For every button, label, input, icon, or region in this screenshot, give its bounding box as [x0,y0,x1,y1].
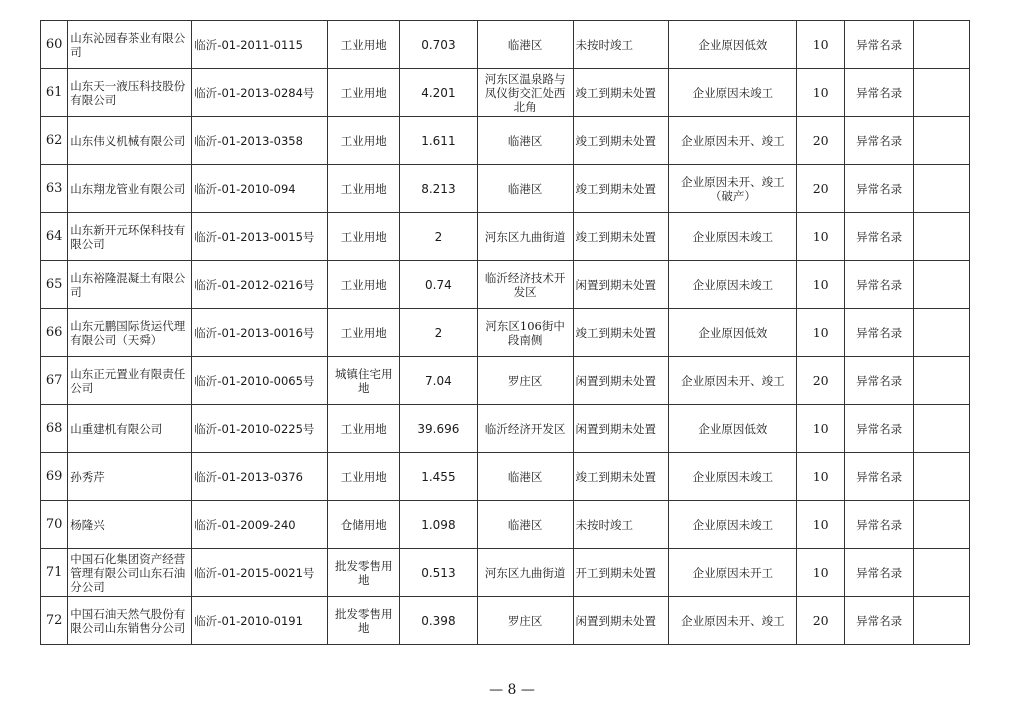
location-cell: 河东区九曲街道 [477,213,573,261]
table-row [41,261,970,309]
company-name-cell: 山东翔龙管业有限公司 [68,165,192,213]
status-cell: 闲置到期未处置 [573,261,669,309]
list-type-cell: 异常名录 [844,213,914,261]
land-code-cell: 临沂-01-2013-0015号 [192,213,328,261]
reason-cell: 企业原因未竣工 [669,69,797,117]
remark-cell [914,21,970,69]
row-number-cell: 71 [41,549,68,597]
row-number-cell: 68 [41,405,68,453]
table-row [41,69,970,117]
location-cell: 临沂经济开发区 [477,405,573,453]
reason-cell: 企业原因未开工 [669,549,797,597]
area-cell: 39.696 [400,405,478,453]
company-name-cell: 山东正元置业有限责任公司 [68,357,192,405]
reason-cell: 企业原因未开、竣工 [669,117,797,165]
list-type-cell: 异常名录 [844,165,914,213]
row-number-cell: 72 [41,597,68,645]
land-use-cell: 城镇住宅用地 [328,357,400,405]
list-type-cell: 异常名录 [844,597,914,645]
location-cell: 罗庄区 [477,357,573,405]
status-cell: 竣工到期未处置 [573,117,669,165]
land-use-cell: 工业用地 [328,117,400,165]
score-cell: 10 [797,261,844,309]
company-name-cell: 孙秀芹 [68,453,192,501]
score-cell: 10 [797,21,844,69]
land-code-cell: 临沂-01-2013-0284号 [192,69,328,117]
list-type-cell: 异常名录 [844,405,914,453]
status-cell: 未按时竣工 [573,501,669,549]
reason-cell: 企业原因未竣工 [669,501,797,549]
table-row [41,453,970,501]
status-cell: 竣工到期未处置 [573,453,669,501]
land-use-cell: 工业用地 [328,453,400,501]
company-name-cell: 山重建机有限公司 [68,405,192,453]
remark-cell [914,405,970,453]
land-use-cell: 工业用地 [328,165,400,213]
land-code-cell: 临沂-01-2010-0065号 [192,357,328,405]
row-number-cell: 63 [41,165,68,213]
list-type-cell: 异常名录 [844,21,914,69]
table-row [41,165,970,213]
score-cell: 10 [797,501,844,549]
remark-cell [914,117,970,165]
score-cell: 20 [797,117,844,165]
area-cell: 7.04 [400,357,478,405]
company-name-cell: 山东新开元环保科技有限公司 [68,213,192,261]
company-name-cell: 中国石化集团资产经营管理有限公司山东石油分公司 [68,549,192,597]
score-cell: 10 [797,405,844,453]
score-cell: 10 [797,549,844,597]
remark-cell [914,69,970,117]
company-name-cell: 山东天一液压科技股份有限公司 [68,69,192,117]
land-code-cell: 临沂-01-2010-0225号 [192,405,328,453]
reason-cell: 企业原因低效 [669,405,797,453]
area-cell: 2 [400,309,478,357]
table-row [41,213,970,261]
score-cell: 20 [797,357,844,405]
land-code-cell: 临沂-01-2010-094 [192,165,328,213]
location-cell: 罗庄区 [477,597,573,645]
land-code-cell: 临沂-01-2015-0021号 [192,549,328,597]
land-code-cell: 临沂-01-2011-0115 [192,21,328,69]
land-use-cell: 工业用地 [328,309,400,357]
remark-cell [914,165,970,213]
remark-cell [914,501,970,549]
score-cell: 20 [797,597,844,645]
list-type-cell: 异常名录 [844,357,914,405]
location-cell: 临港区 [477,453,573,501]
location-cell: 临港区 [477,501,573,549]
page-number: — 8 — [489,682,535,698]
remark-cell [914,261,970,309]
company-name-cell: 山东裕隆混凝土有限公司 [68,261,192,309]
table-row [41,21,970,69]
score-cell: 10 [797,453,844,501]
score-cell: 10 [797,309,844,357]
location-cell: 河东区106街中段南侧 [477,309,573,357]
reason-cell: 企业原因未竣工 [669,213,797,261]
area-cell: 2 [400,213,478,261]
row-number-cell: 64 [41,213,68,261]
land-code-cell: 临沂-01-2013-0016号 [192,309,328,357]
area-cell: 0.513 [400,549,478,597]
list-type-cell: 异常名录 [844,549,914,597]
row-number-cell: 62 [41,117,68,165]
area-cell: 1.611 [400,117,478,165]
location-cell: 临港区 [477,117,573,165]
row-number-cell: 70 [41,501,68,549]
list-type-cell: 异常名录 [844,501,914,549]
remark-cell [914,453,970,501]
reason-cell: 企业原因未开、竣工 [669,597,797,645]
table-body [41,21,970,645]
status-cell: 闲置到期未处置 [573,405,669,453]
area-cell: 1.098 [400,501,478,549]
area-cell: 4.201 [400,69,478,117]
location-cell: 临港区 [477,21,573,69]
score-cell: 20 [797,165,844,213]
land-use-cell: 工业用地 [328,405,400,453]
status-cell: 竣工到期未处置 [573,165,669,213]
reason-cell: 企业原因未竣工 [669,261,797,309]
status-cell: 开工到期未处置 [573,549,669,597]
score-cell: 10 [797,69,844,117]
land-use-cell: 工业用地 [328,213,400,261]
row-number-cell: 65 [41,261,68,309]
area-cell: 1.455 [400,453,478,501]
land-code-cell: 临沂-01-2009-240 [192,501,328,549]
remark-cell [914,549,970,597]
status-cell: 未按时竣工 [573,21,669,69]
table-row [41,597,970,645]
list-type-cell: 异常名录 [844,117,914,165]
remark-cell [914,309,970,357]
land-code-cell: 临沂-01-2013-0358 [192,117,328,165]
table-row [41,117,970,165]
list-type-cell: 异常名录 [844,309,914,357]
reason-cell: 企业原因未竣工 [669,453,797,501]
row-number-cell: 67 [41,357,68,405]
land-records-table [40,20,970,645]
company-name-cell: 杨隆兴 [68,501,192,549]
company-name-cell: 山东伟义机械有限公司 [68,117,192,165]
list-type-cell: 异常名录 [844,453,914,501]
land-use-cell: 批发零售用地 [328,597,400,645]
reason-cell: 企业原因低效 [669,21,797,69]
land-use-cell: 工业用地 [328,21,400,69]
land-code-cell: 临沂-01-2012-0216号 [192,261,328,309]
area-cell: 8.213 [400,165,478,213]
land-use-cell: 工业用地 [328,261,400,309]
status-cell: 闲置到期未处置 [573,357,669,405]
remark-cell [914,213,970,261]
table-row [41,405,970,453]
area-cell: 0.74 [400,261,478,309]
location-cell: 临港区 [477,165,573,213]
row-number-cell: 61 [41,69,68,117]
location-cell: 临沂经济技术开发区 [477,261,573,309]
status-cell: 竣工到期未处置 [573,309,669,357]
row-number-cell: 66 [41,309,68,357]
row-number-cell: 60 [41,21,68,69]
area-cell: 0.398 [400,597,478,645]
area-cell: 0.703 [400,21,478,69]
land-use-cell: 工业用地 [328,69,400,117]
reason-cell: 企业原因未开、竣工 [669,357,797,405]
status-cell: 竣工到期未处置 [573,69,669,117]
reason-cell: 企业原因未开、竣工（破产） [669,165,797,213]
row-number-cell: 69 [41,453,68,501]
land-code-cell: 临沂-01-2010-0191 [192,597,328,645]
remark-cell [914,597,970,645]
status-cell: 竣工到期未处置 [573,213,669,261]
company-name-cell: 山东沁园春茶业有限公司 [68,21,192,69]
location-cell: 河东区温泉路与凤仪街交汇处西北角 [477,69,573,117]
land-use-cell: 批发零售用地 [328,549,400,597]
status-cell: 闲置到期未处置 [573,597,669,645]
score-cell: 10 [797,213,844,261]
land-code-cell: 临沂-01-2013-0376 [192,453,328,501]
land-use-cell: 仓储用地 [328,501,400,549]
location-cell: 河东区九曲街道 [477,549,573,597]
table-row [41,549,970,597]
table-row [41,357,970,405]
list-type-cell: 异常名录 [844,261,914,309]
reason-cell: 企业原因低效 [669,309,797,357]
table-row [41,309,970,357]
list-type-cell: 异常名录 [844,69,914,117]
remark-cell [914,357,970,405]
company-name-cell: 中国石油天然气股份有限公司山东销售分公司 [68,597,192,645]
table-row [41,501,970,549]
company-name-cell: 山东元鹏国际货运代理有限公司（天舜） [68,309,192,357]
